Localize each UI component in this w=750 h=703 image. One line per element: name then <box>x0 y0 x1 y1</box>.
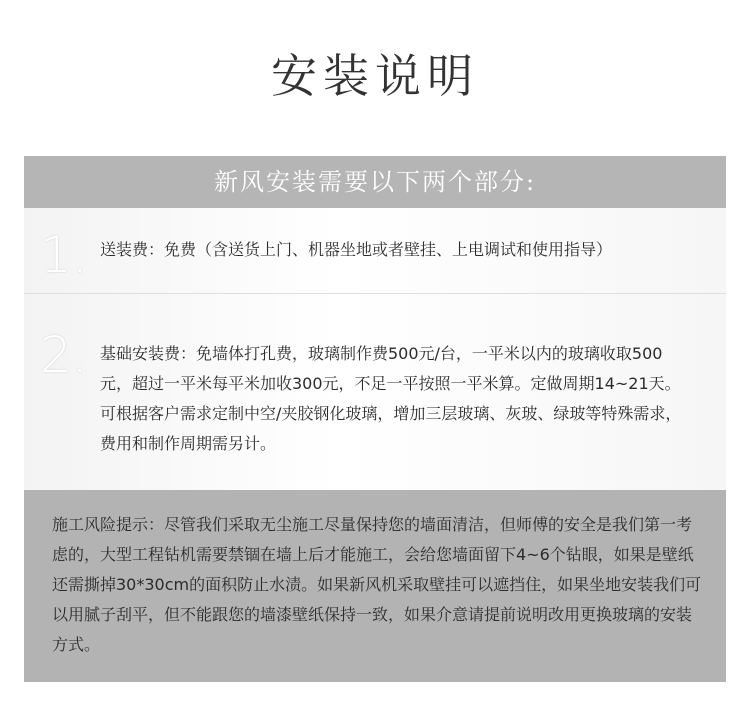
risk-notice <box>24 490 726 682</box>
step-text-1: 送装费：免费（含送货上门、机器坐地或者壁挂、上电调试和使用指导） <box>100 240 613 259</box>
step-text-2: 基础安装费：免墙体打孔费，玻璃制作费500元/台，一平米以内的玻璃收取500元，超过一平米每平米加收300元，不足一平按照一平米算。定做周期14~21天。可根据客户需求定制中空/夹胶钢化玻璃，增加三层玻璃、灰玻、绿玻等特殊需求，费用和制作周期需另计。 <box>100 344 682 453</box>
installation-panel <box>24 156 726 682</box>
risk-notice-text: 施工风险提示：尽管我们采取无尘施工尽量保持您的墙面清洁，但师傅的安全是我们第一考虑的，大型工程钻机需要禁锢在墙上后才能施工，会给您墙面留下4~6个钻眼，如果是壁纸还需撕掉30*30cm的面积防止水渍。如果新风机采取壁挂可以遮挡住，如果坐地安装我们可以用腻子刮平，但不能跟您的墙漆壁纸保持一致，如果介意请提前说明改用更换玻璃的安装方式。 <box>52 515 702 654</box>
step-number-2: 2. <box>40 326 88 384</box>
page-title: 安装说明 <box>271 49 479 103</box>
step-item-1 <box>24 208 726 293</box>
section-banner: 新风安装需要以下两个部分: <box>24 156 726 208</box>
step-item-2 <box>24 294 726 490</box>
step-number-1: 1. <box>40 226 88 284</box>
